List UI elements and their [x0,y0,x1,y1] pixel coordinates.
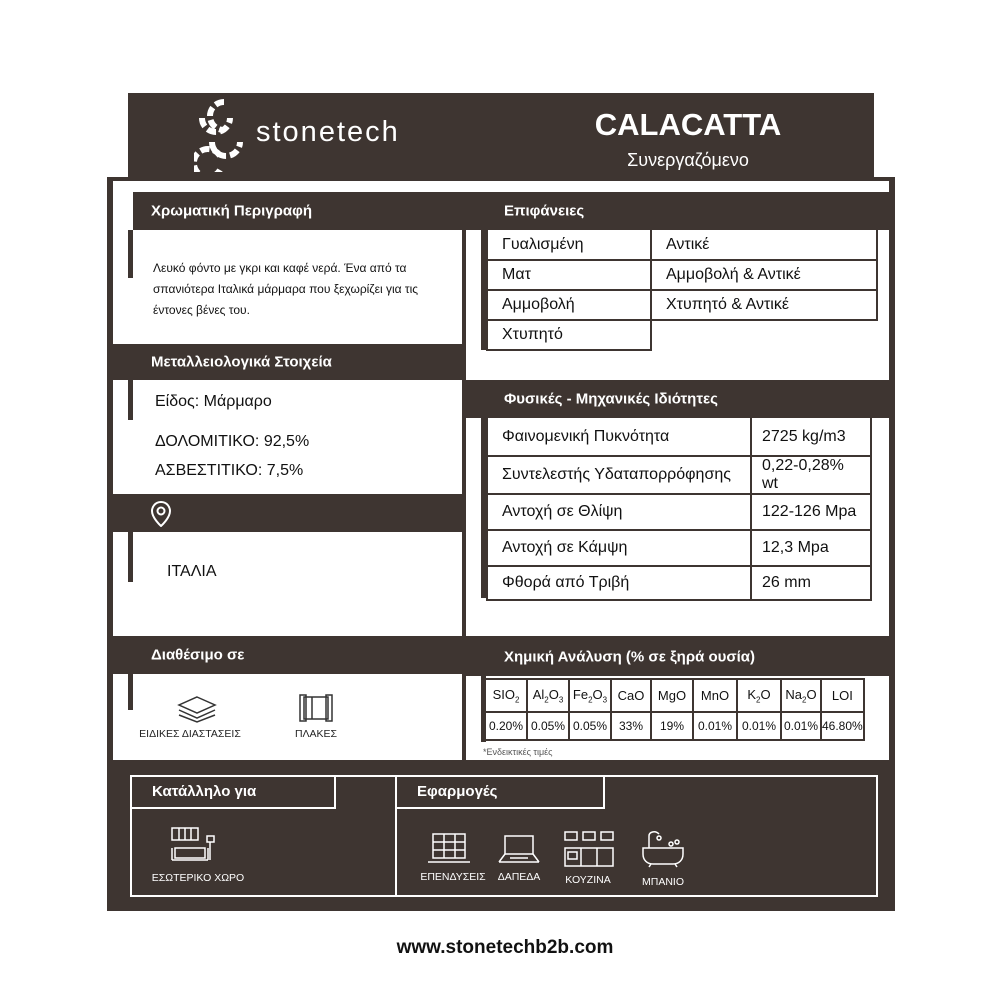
website-link[interactable]: www.stonetechb2b.com [396,937,614,958]
compound-value: 19% [651,712,693,740]
surface-cell: Αμμοβολή [487,290,651,320]
location-pin-icon [151,501,171,527]
available-label-dimensions: ΕΙΔΙΚΕΣ ΔΙΑΣΤΑΣΕΙΣ [139,728,241,740]
dolomitic-percent: ΔΟΛΟΜΙΤΙΚΟ: 92,5% [155,433,310,450]
compound-value: 0.05% [527,712,569,740]
app-label-kitchen: ΚΟΥΖΙΝΑ [565,874,611,886]
brand-logo [190,96,420,174]
surfaces-header: Επιφάνειες [486,192,889,230]
compound-name: $K_2O$ [737,679,781,712]
chemical-note: *Ενδεικτικές τιμές [483,747,553,757]
color-description-header: Χρωματική Περιγραφή [133,192,462,230]
compound-name: $Na_2O$ [781,679,821,712]
surface-cell: Ματ [487,260,651,290]
property-value: 12,3 Mpa [751,530,871,566]
app-label-floors: ΔΑΠΕΔΑ [497,871,541,883]
surfaces-table [486,230,878,351]
physical-header: Φυσικές - Μηχανικές Ιδιότητες [486,380,889,418]
calcitic-percent: ΑΣΒΕΣΤΙΤΙΚΟ: 7,5% [155,462,304,479]
compound-value: 0.01% [693,712,737,740]
physical-table [486,418,872,601]
surface-cell: Χτυπητό [487,320,651,350]
app-label-bath: ΜΠΑΝΙΟ [642,876,684,888]
kitchen-icon [563,830,615,868]
product-subtitle: Συνεργαζόμενο [627,150,749,170]
chemical-header: Χημική Ανάλυση (% σε ξηρά ουσία) [486,638,889,676]
slabs-icon [298,693,334,723]
compound-name: $Al_2O_3$ [527,679,569,712]
compound-name: $SIO_2$ [485,679,527,712]
property-value: 2725 kg/m3 [751,418,871,456]
app-label-cladding: ΕΠΕΝΔΥΣΕΙΣ [420,871,486,883]
compound-value: 46.80% [821,712,864,740]
compound-value: 33% [611,712,651,740]
surface-cell: Γυαλισμένη [487,230,651,260]
compound-name: MgO [651,679,693,712]
property-value: 0,22-0,28% wt [751,456,871,494]
floor-icon [497,834,541,864]
layers-icon [177,695,217,723]
logo-text: stonetech [256,116,400,148]
compound-name: MnO [693,679,737,712]
surface-cell: Αντικέ [651,230,877,260]
property-name: Φαινομενική Πυκνότητα [487,418,751,456]
property-value: 122-126 Mpa [751,494,871,530]
chemical-table [484,678,865,741]
compound-name: LOI [821,679,864,712]
property-name: Αντοχή σε Κάμψη [487,530,751,566]
surface-cell: Αμμοβολή & Αντικέ [651,260,877,290]
compound-name: CaO [611,679,651,712]
property-name: Συντελεστής Υδαταπορρόφησης [487,456,751,494]
living-room-icon [169,826,217,864]
product-title: CALACATTA [594,107,782,142]
available-header: Διαθέσιμο σε [133,636,462,674]
applications-header: Εφαρμογές [395,775,605,809]
bathtub-icon [641,828,685,868]
surface-cell: Χτυπητό & Αντικέ [651,290,877,320]
compound-value: 0.05% [569,712,611,740]
suitable-label-interior: ΕΣΩΤΕΡΙΚΟ ΧΩΡΟ [151,872,245,884]
stone-type: Είδος: Μάρμαρο [155,393,272,410]
compound-value: 0.20% [485,712,527,740]
property-name: Αντοχή σε Θλίψη [487,494,751,530]
mineralogy-header: Μεταλλειολογικά Στοιχεία [133,344,462,380]
color-description-text: Λευκό φόντο με γκρι και καφέ νερά. Ένα από τα σπανιότερα Ιταλικά μάρμαρα που ξεχωρίζει για τις έντονες βένες του. [153,261,419,317]
property-value: 26 mm [751,566,871,600]
compound-value: 0.01% [737,712,781,740]
origin-bar [133,494,462,532]
wall-cladding-icon [427,832,471,864]
property-name: Φθορά από Τριβή [487,566,751,600]
logo-mark-icon [194,98,250,172]
compound-value: 0.01% [781,712,821,740]
available-label-slabs: ΠΛΑΚΕΣ [294,728,338,740]
suitable-header: Κατάλληλο για [130,775,336,809]
compound-name: $Fe_2O_3$ [569,679,611,712]
origin-country: ΙΤΑΛΙΑ [167,563,217,580]
